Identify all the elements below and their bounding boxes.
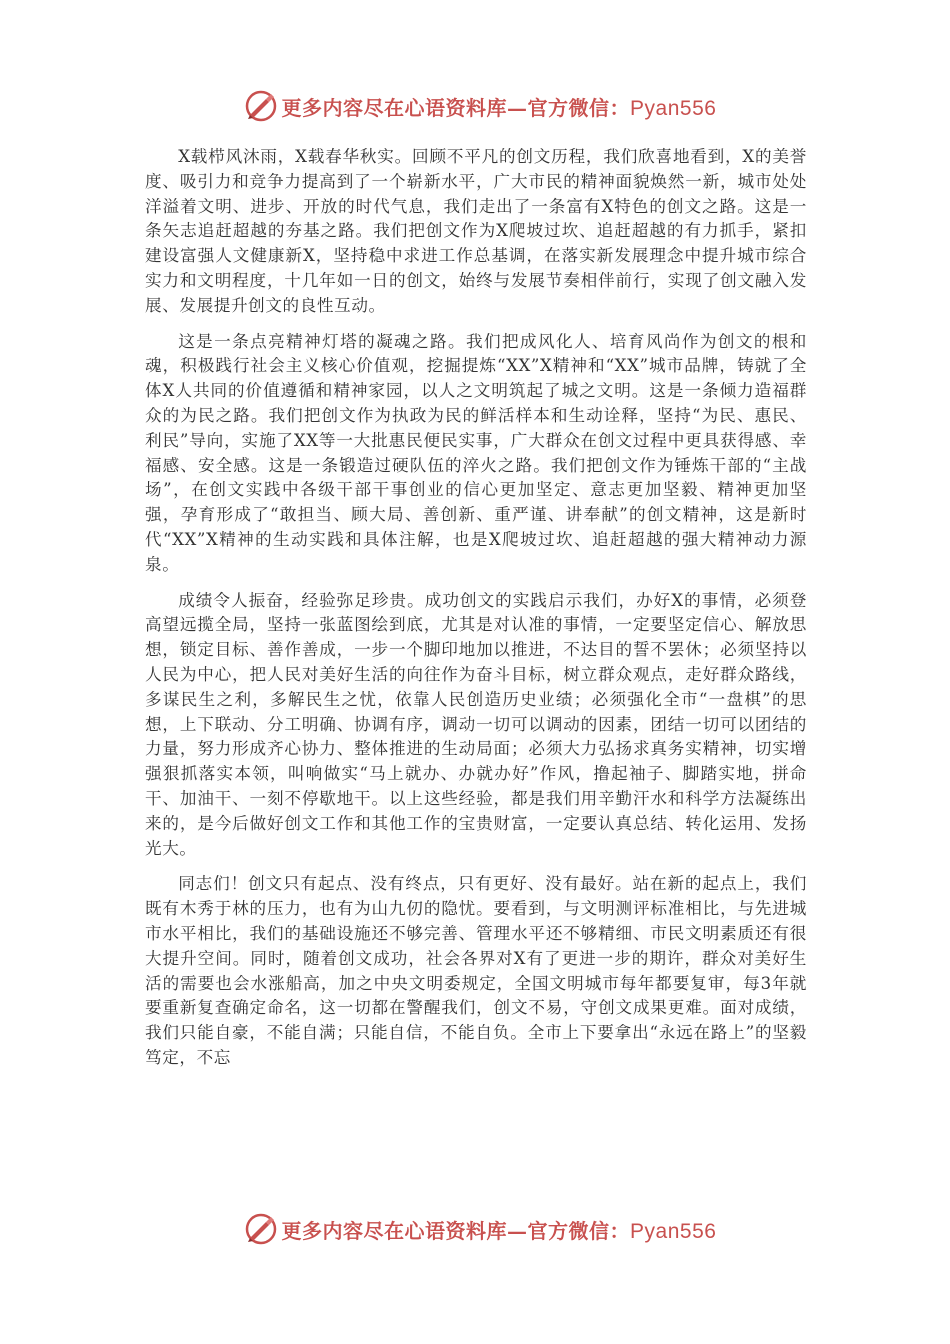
header-banner-inner (244, 89, 717, 123)
paragraph-4: 同志们！创文只有起点、没有终点，只有更好、没有最好。站在新的起点上，我们既有木秀于林的压力，也有为山九仞的隐忧。要看到，与文明测评标准相比，与先进城市水平相比，我们的基础设施还不够完善、管理水平还不够精细、市民文明素质还有很大提升空间。同时，随着创文成功，社会各界对X有了更进一步的期许，群众对美好生活的需要也会水涨船高，加之中央文明委规定，全国文明城市每年都要复审，每3年就要重新复查确定命名，这一切都在警醒我们，创文不易，守创文成果更难。面对成绩，我们只能自豪，不能自满；只能自信，不能自负。全市上下要拿出“永远在路上”的坚毅笃定，不忘 (145, 874, 807, 1067)
header-banner-label: 更多内容尽在心语资料库—官方微信： (281, 95, 631, 120)
footer-banner-text (282, 1215, 717, 1244)
header-banner-handle: Pyan556 (630, 96, 717, 120)
paragraph-2: 这是一条点亮精神灯塔的凝魂之路。我们把成风化人、培育风尚作为创文的根和魂，积极践行社会主义核心价值观，挖掘提炼“XX”X精神和“XX”城市品牌，铸就了全体X人共同的价值遵循和精神家园，以人之文明筑起了城之文明。这是一条倾力造福群众的为民之路。我们把创文作为执政为民的鲜活样本和生动诠释，坚持“为民、惠民、利民”导向，实施了XX等一大批惠民便民实事，广大群众在创文过程中更具获得感、幸福感、安全感。这是一条锻造过硬队伍的淬火之路。我们把创文作为锤炼干部的“主战场”，在创文实践中各级干部干事创业的信心更加坚定、意志更加坚毅、精神更加坚强，孕育形成了“敢担当、顾大局、善创新、重严谨、讲奉献”的创文精神，这是新时代“XX”X精神的生动实践和具体注解，也是X爬坡过坎、追赶超越的强大精神动力源泉。 (145, 331, 807, 574)
header-banner (0, 86, 950, 126)
footer-banner-inner (244, 1212, 717, 1246)
document-body (145, 145, 807, 1082)
pen-logo-icon (244, 1212, 278, 1246)
footer-banner-label: 更多内容尽在心语资料库—官方微信： (281, 1218, 631, 1243)
footer-banner (0, 1209, 950, 1249)
pen-logo-icon (244, 89, 278, 123)
paragraph-3: 成绩令人振奋，经验弥足珍贵。成功创文的实践启示我们，办好X的事情，必须登高望远揽全局，坚持一张蓝图绘到底，尤其是对认准的事情，一定要坚定信心、解放思想，锁定目标、善作善成，一步一个脚印地加以推进，不达目的誓不罢休；必须坚持以人民为中心，把人民对美好生活的向往作为奋斗目标，树立群众观点，走好群众路线，多谋民生之利，多解民生之忧，依靠人民创造历史业绩；必须强化全市“一盘棋”的思想，上下联动、分工明确、协调有序，调动一切可以调动的因素，团结一切可以团结的力量，努力形成齐心协力、整体推进的生动局面；必须大力弘扬求真务实精神，切实增强狠抓落实本领，叫响做实“马上就办、办就办好”作风，撸起袖子、脚踏实地，拼命干、加油干、一刻不停歇地干。以上这些经验，都是我们用辛勤汗水和科学方法凝练出来的，是今后做好创文工作和其他工作的宝贵财富，一定要认真总结、转化运用、发扬光大。 (145, 590, 807, 858)
header-banner-text (282, 92, 717, 121)
paragraph-1: X载栉风沐雨，X载春华秋实。回顾不平凡的创文历程，我们欣喜地看到，X的美誉度、吸引力和竞争力提高到了一个崭新水平，广大市民的精神面貌焕然一新，城市处处洋溢着文明、进步、开放的时代气息，我们走出了一条富有X特色的创文之路。这是一条矢志追赶超越的夯基之路。我们把创文作为X爬坡过坎、追赶超越的有力抓手，紧扣建设富强人文健康新X，坚持稳中求进工作总基调，在落实新发展理念中提升城市综合实力和文明程度，十几年如一日的创文，始终与发展节奏相伴前行，实现了创文融入发展、发展提升创文的良性互动。 (145, 147, 807, 315)
footer-banner-handle: Pyan556 (630, 1219, 717, 1243)
